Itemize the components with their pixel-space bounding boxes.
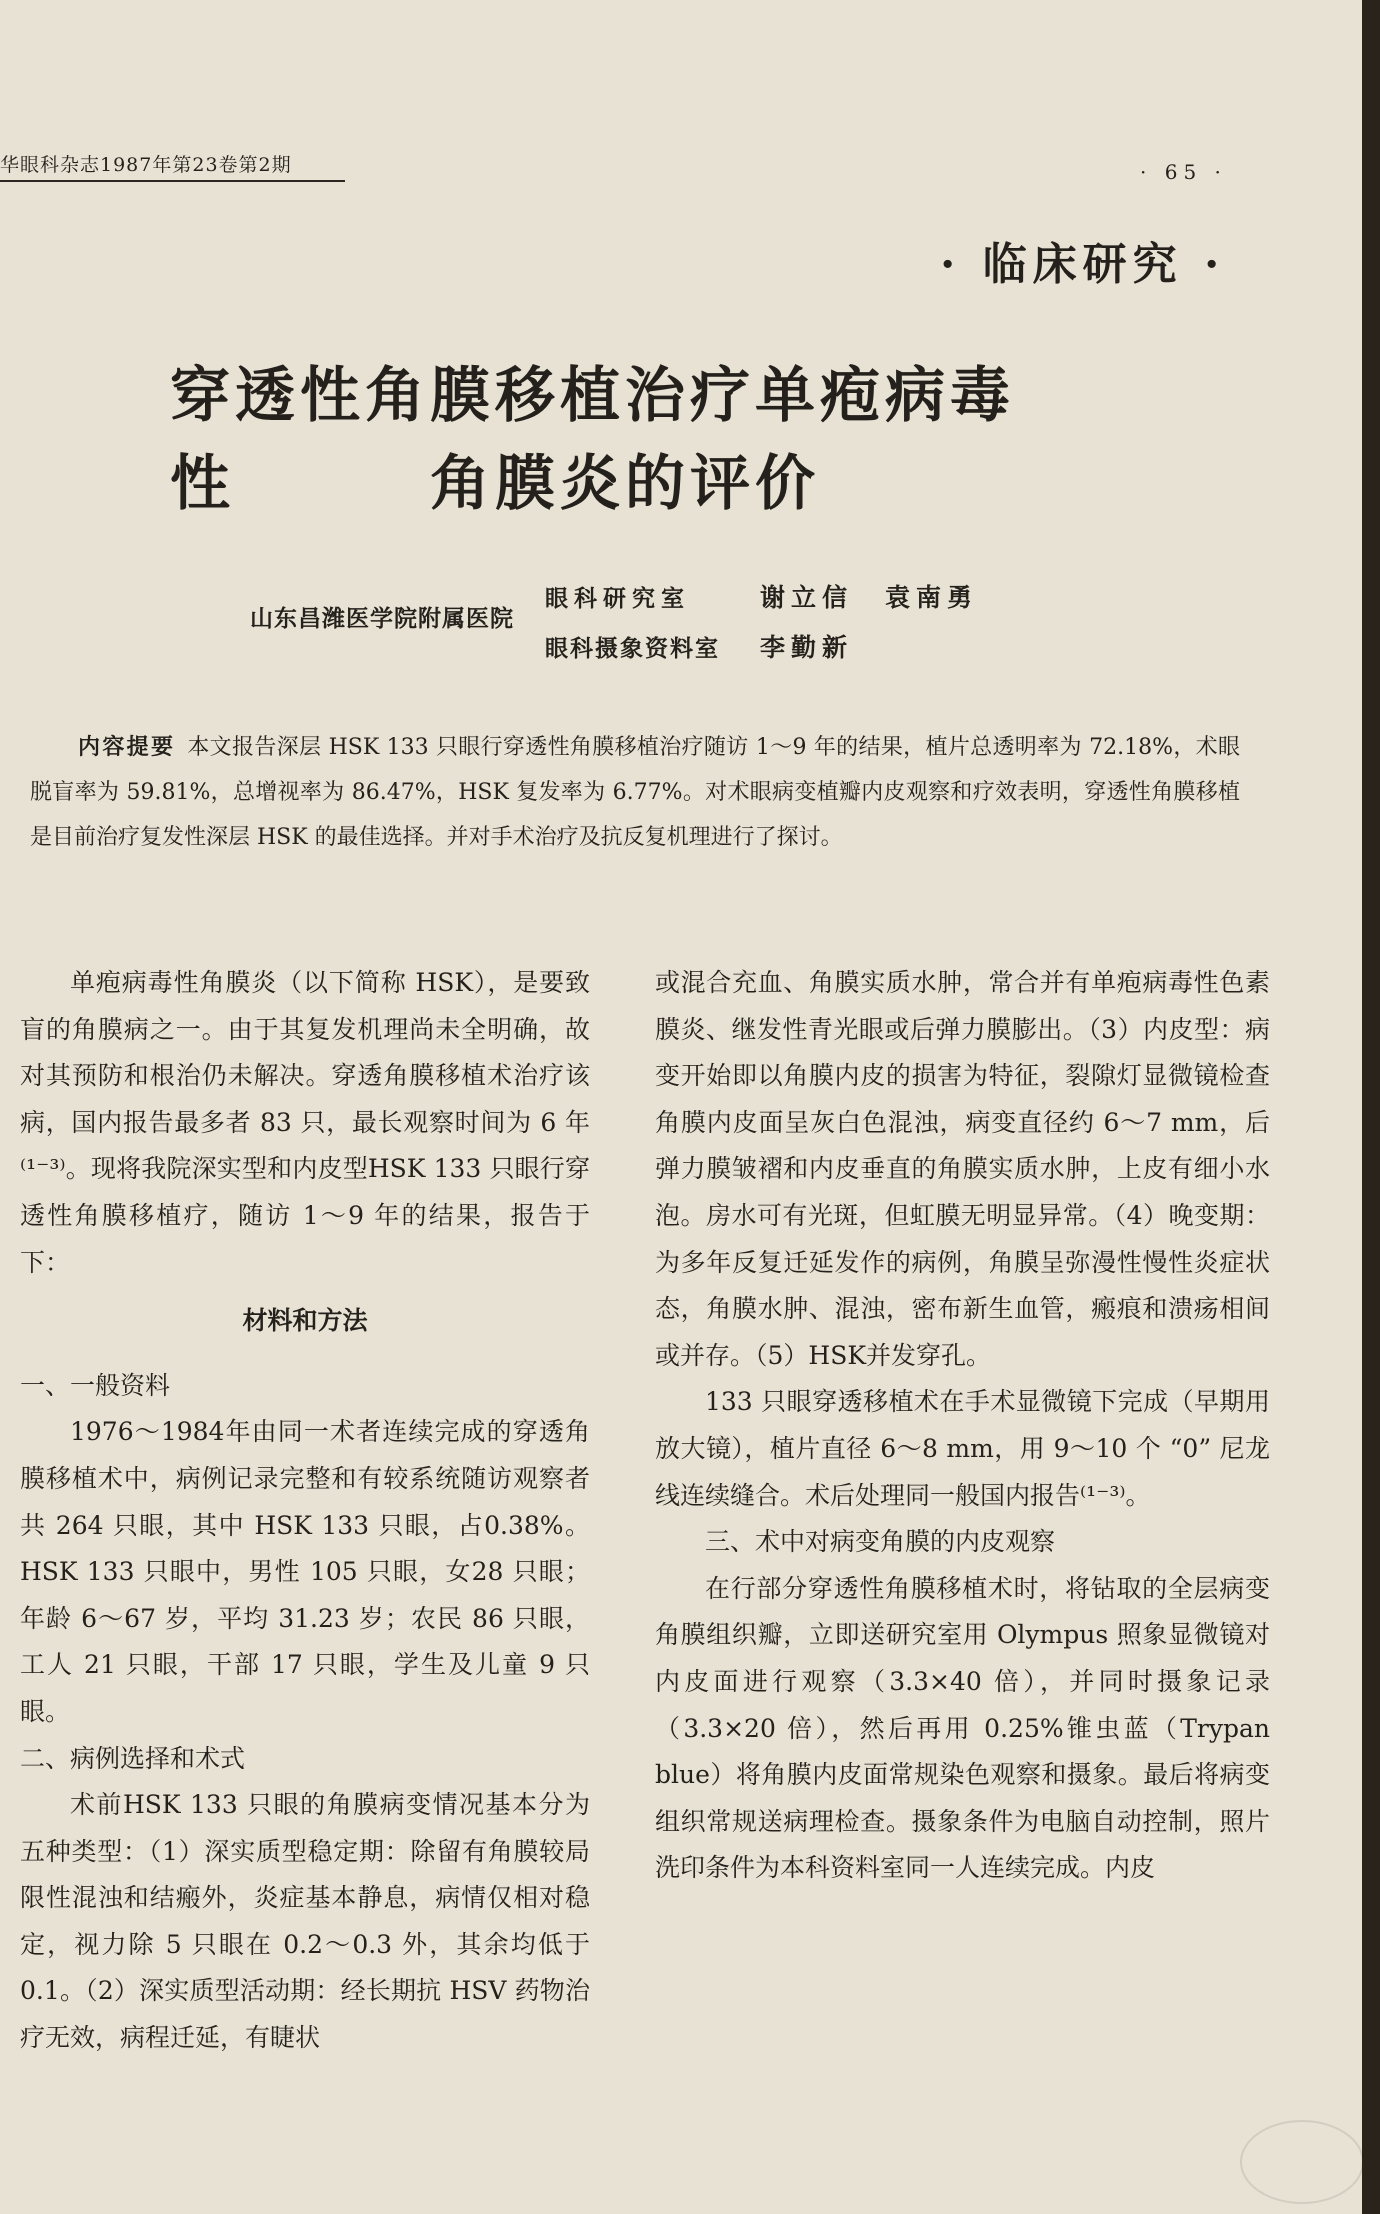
section-tag: · 临床研究 ·: [940, 239, 1226, 290]
author-2: 袁南勇: [885, 583, 979, 612]
surgery-paragraph: 133 只眼穿透移植术在手术显微镜下完成（早期用放大镜），植片直径 6～8 mm，用 9～10 个 “0” 尼龙线连续缝合。术后处理同一般国内报告⁽¹⁻³⁾。: [655, 1387, 1270, 1510]
abstract-text: 本文报告深层 HSK 133 只眼行穿透性角膜移植治疗随访 1～9 年的结果，植片总透明率为 72.18%，术眼脱盲率为 59.81%，总增视率为 86.47%，HSK 复发率为 6.77%。对术眼病变植瓣内皮观察和疗效表明，穿透性角膜移植是目前治疗复发性深层 HSK 的最佳选择。并对手术治疗及抗反复机理进行了探讨。: [30, 735, 1240, 850]
section-3-heading: 三、术中对病变角膜的内皮观察: [705, 1527, 1056, 1557]
title-line-2: 角膜炎的评价: [430, 449, 820, 519]
abstract-label: 内容提要: [78, 734, 176, 760]
department-research: 眼科研究室: [545, 585, 690, 612]
section-1-text: 1976～1984年由同一术者连续完成的穿透角膜移植术中，病例记录完整和有较系统随访观察者共 264 只眼，其中 HSK 133 只眼，占0.38%。HSK 133 只眼中，男性 105 只眼，女28 只眼；年龄 6～67 岁，平均 31.23 岁；农民 86 只眼，工人 21 只眼，干部 17 只眼，学生及儿童 9 只眼。: [20, 1417, 590, 1726]
title-line-1: 穿透性角膜移植治疗单疱病毒性: [170, 361, 1015, 519]
section-1-heading: 一、一般资料: [20, 1370, 171, 1400]
department-photo: 眼科摄象资料室: [545, 635, 720, 662]
journal-header: 华眼科杂志1987年第23卷第2期: [0, 154, 292, 176]
page-number: · 65 ·: [1140, 160, 1227, 184]
section-2-text: 术前HSK 133 只眼的角膜病变情况基本分为五种类型：（1）深实质型稳定期：除留有角膜较局限性混浊和结瘢外，炎症基本静息，病情仅相对稳定，视力除 5 只眼在 0.2～0.3 外，其余均低于 0.1。（2）深实质型活动期：经长期抗 HSV 药物治疗无效，病程迁延，有睫状: [20, 1790, 590, 2053]
header-rule: [0, 180, 345, 182]
institution: 山东昌潍医学院附属医院: [250, 605, 514, 632]
author-3: 李勤新: [760, 633, 854, 662]
types-paragraph: 或混合充血、角膜实质水肿，常合并有单疱病毒性色素膜炎、继发性青光眼或后弹力膜膨出。（3）内皮型：病变开始即以角膜内皮的损害为特征，裂隙灯显微镜检查角膜内皮面呈灰白色混浊，病变直径约 6～7 mm，后弹力膜皱褶和内皮垂直的角膜实质水肿，上皮有细小水泡。房水可有光斑，但虹膜无明显异常。（4）晚变期：为多年反复迁延发作的病例，角膜呈弥漫性慢性炎症状态，角膜水肿、混浊，密布新生血管，瘢痕和溃疡相间或并存。（5）HSK并发穿孔。: [655, 968, 1270, 1370]
author-1: 谢立信: [760, 583, 854, 612]
right-column: [655, 960, 1270, 1892]
intro-paragraph: 单疱病毒性角膜炎（以下简称 HSK），是要致盲的角膜病之一。由于其复发机理尚未全明确，故对其预防和根治仍未解决。穿透角膜移植术治疗该病，国内报告最多者 83 只，最长观察时间为 6 年⁽¹⁻³⁾。现将我院深实型和内皮型HSK 133 只眼行穿透性角膜移植疗，随访 1～9 年的结果，报告于下：: [20, 968, 590, 1277]
section-3-text: 在行部分穿透性角膜移植术时，将钻取的全层病变角膜组织瓣，立即送研究室用 Olympus 照象显微镜对内皮面进行观察（3.3×40 倍），并同时摄象记录（3.3×20 倍），然后再用 0.25%锥虫蓝（Trypan blue）将角膜内皮面常规染色观察和摄象。最后将病变组织常规送病理检查。摄象条件为电脑自动控制，照片洗印条件为本科资料室同一人连续完成。内皮: [655, 1573, 1270, 1883]
abstract: [30, 725, 1240, 860]
section-2-heading: 二、病例选择和术式: [20, 1743, 246, 1773]
left-column: [20, 960, 590, 2062]
methods-heading: 材料和方法: [242, 1306, 368, 1336]
watermark-seal: [1240, 2120, 1364, 2204]
